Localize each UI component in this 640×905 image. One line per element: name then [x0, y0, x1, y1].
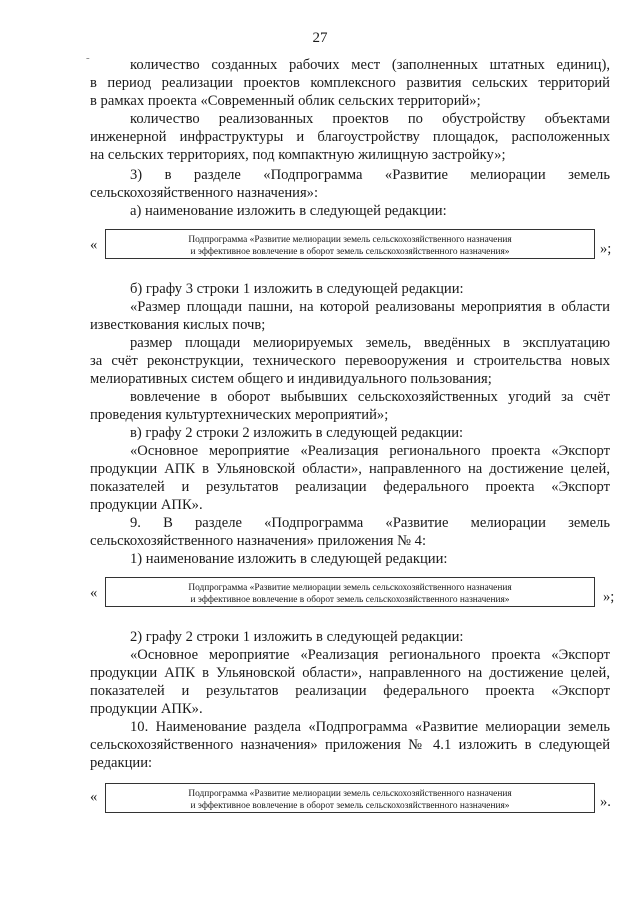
- text-line: на сельских территориях, под компактную жилищную застройку»;: [90, 147, 506, 163]
- box-line-1: Подпрограмма «Развитие мелиорации земель сельскохозяйственного назначения: [188, 235, 512, 245]
- box-line-2: и эффективное вовлечение в оборот земель сельскохозяйственного назначения»: [190, 595, 510, 605]
- heading-box-1: [105, 229, 595, 259]
- text-line: 1) наименование изложить в следующей редакции:: [130, 551, 448, 567]
- quote-open: «: [90, 789, 98, 805]
- text-line: известкования кислых почв;: [90, 317, 266, 333]
- text-line: количество созданных рабочих мест (заполненных штатных единиц),: [130, 57, 610, 73]
- text-line: в рамках проекта «Современный облик сельских территорий»;: [90, 93, 481, 109]
- text-line: показателей и результатов реализации федерального проекта «Экспорт: [90, 479, 610, 495]
- text-line: 9. В разделе «Подпрограмма «Развитие мелиорации земель: [130, 515, 610, 531]
- text-line: продукции АПК в Ульяновской области», направленного на достижение целей,: [90, 461, 610, 477]
- box-line-1: Подпрограмма «Развитие мелиорации земель сельскохозяйственного назначения: [188, 583, 512, 593]
- text-line: размер площади мелиорируемых земель, введённых в эксплуатацию: [130, 335, 610, 351]
- box-line-2: и эффективное вовлечение в оборот земель сельскохозяйственного назначения»: [190, 247, 510, 257]
- text-line: показателей и результатов реализации федерального проекта «Экспорт: [90, 683, 610, 699]
- text-line: 2) графу 2 строки 1 изложить в следующей редакции:: [130, 629, 464, 645]
- text-line: 10. Наименование раздела «Подпрограмма «Развитие мелиорации земель: [130, 719, 610, 735]
- margin-mark: -: [86, 52, 90, 64]
- quote-close: »;: [603, 589, 615, 605]
- text-line: «Размер площади пашни, на которой реализованы мероприятия в области: [130, 299, 610, 315]
- text-line: за счёт реконструкции, технического перевооружения и строительства новых: [90, 353, 610, 369]
- text-line: продукции АПК в Ульяновской области», направленного на достижение целей,: [90, 665, 610, 681]
- text-line: продукции АПК».: [90, 497, 203, 513]
- text-line: вовлечение в оборот выбывших сельскохозяйственных угодий за счёт: [130, 389, 610, 405]
- text-line: мелиоративных систем общего и индивидуального пользования;: [90, 371, 492, 387]
- box-line-2: и эффективное вовлечение в оборот земель сельскохозяйственного назначения»: [190, 801, 510, 811]
- text-line: сельскохозяйственного назначения»:: [90, 185, 319, 201]
- box-line-1: Подпрограмма «Развитие мелиорации земель сельскохозяйственного назначения: [188, 789, 512, 799]
- quote-open: «: [90, 237, 98, 253]
- text-line: продукции АПК».: [90, 701, 203, 717]
- text-line: проведения культуртехнических мероприятий»;: [90, 407, 389, 423]
- page-number: 27: [312, 30, 328, 46]
- quote-open: «: [90, 585, 98, 601]
- heading-box-3: [105, 783, 595, 813]
- quote-close: ».: [600, 794, 611, 810]
- heading-box-2: [105, 577, 595, 607]
- text-line: инженерной инфраструктуры и благоустройству площадок, расположенных: [90, 129, 610, 145]
- text-line: б) графу 3 строки 1 изложить в следующей редакции:: [130, 281, 464, 297]
- text-line: в период реализации проектов комплексного развития сельских территорий: [90, 75, 610, 91]
- text-line: сельскохозяйственного назначения» приложения № 4:: [90, 533, 427, 549]
- text-line: сельскохозяйственного назначения» приложения № 4.1 изложить в следующей: [90, 737, 610, 753]
- text-line: «Основное мероприятие «Реализация регионального проекта «Экспорт: [130, 443, 610, 459]
- quote-close: »;: [600, 241, 612, 257]
- text-line: 3) в разделе «Подпрограмма «Развитие мелиорации земель: [130, 167, 610, 183]
- text-line: в) графу 2 строки 2 изложить в следующей редакции:: [130, 425, 464, 441]
- text-line: «Основное мероприятие «Реализация регионального проекта «Экспорт: [130, 647, 610, 663]
- text-line: а) наименование изложить в следующей редакции:: [130, 203, 447, 219]
- text-line: редакции:: [90, 755, 153, 771]
- text-line: количество реализованных проектов по обустройству объектами: [130, 111, 610, 127]
